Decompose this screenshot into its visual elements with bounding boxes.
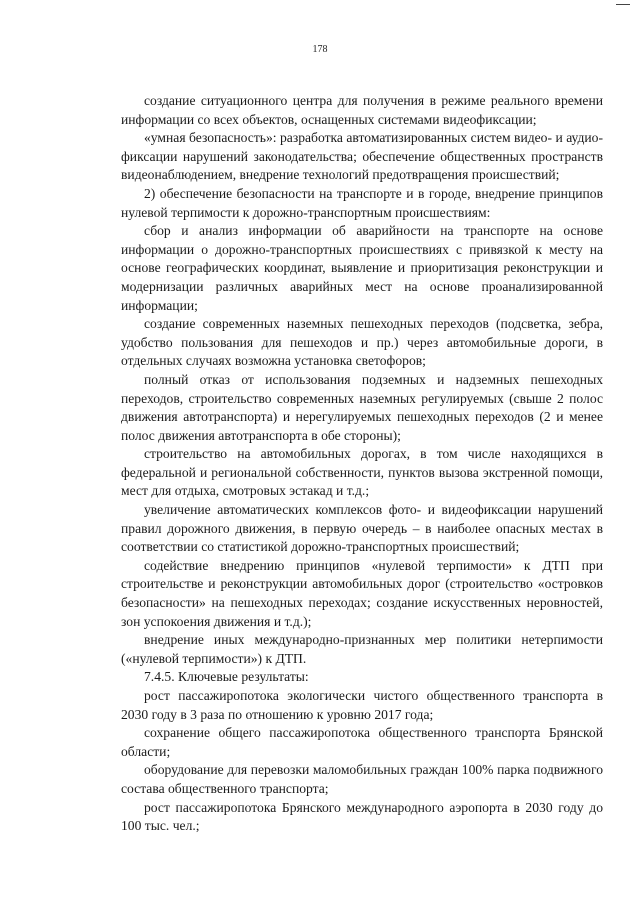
paragraph: «умная безопасность»: разработка автоматизированных систем видео- и аудио-фиксации нарушений законодательства; обеспечение общественных пространств видеонаблюдением, внедрение технологий предотвращения происшествий;	[121, 130, 603, 183]
paragraph: сбор и анализ информации об аварийности на транспорте на основе информации о дорожно-транспортных происшествиях с привязкой к месту на основе географических координат, выявление и приоритизация реконструкции и модернизации различных аварийных мест на основе проанализированной информации;	[121, 223, 603, 313]
paragraph: 2) обеспечение безопасности на транспорте и в городе, внедрение принципов нулевой терпимости к дорожно-транспортным происшествиям:	[121, 185, 603, 220]
paragraph: внедрение иных международно-признанных мер политики нетерпимости («нулевой терпимости») к ДТП.	[121, 632, 603, 666]
paragraph: содействие внедрению принципов «нулевой терпимости» к ДТП при строительстве и реконструкции автомобильных дорог (строительство «островков безопасности» на пешеходных переходах; создание искусственных неровностей, зон успокоения движения и т.д.);	[121, 557, 603, 629]
paragraph: создание ситуационного центра для получения в режиме реального времени информации со всех объектов, оснащенных системами видеофиксации;	[121, 93, 603, 127]
paragraph: полный отказ от использования подземных и надземных пешеходных переходов, строительство современных наземных регулируемых (свыше 2 полос движения автотранспорта) и нерегулируемых пешеходных переходов (2 и менее полос движения автотранспорта в обе стороны);	[121, 371, 603, 443]
paragraph: оборудование для перевозки маломобильных граждан 100% парка подвижного состава общественного транспорта;	[121, 762, 603, 796]
paragraph: строительство на автомобильных дорогах, в том числе находящихся в федеральной и региональной собственности, пунктов вызова экстренной помощи, мест для отдыха, смотровых эстакад и т.д.;	[121, 446, 603, 499]
scan-artifact-line	[616, 4, 630, 5]
paragraph: рост пассажиропотока Брянского международного аэропорта в 2030 году до 100 тыс. чел.;	[121, 799, 603, 834]
section-heading: 7.4.5. Ключевые результаты:	[144, 669, 309, 685]
document-body	[121, 92, 603, 836]
page-number: 178	[312, 44, 328, 55]
paragraph: увеличение автоматических комплексов фото- и видеофиксации нарушений правил дорожного движения, в первую очередь – в наиболее опасных местах в соответствии со статистикой дорожно-транспортных происшествий;	[121, 502, 603, 555]
paragraph: сохранение общего пассажиропотока общественного транспорта Брянской области;	[121, 725, 603, 759]
paragraph: создание современных наземных пешеходных переходов (подсветка, зебра, удобство пользования для пешеходов и пр.) через автомобильные дороги, в отдельных случаях возможна установка светофоров;	[121, 316, 603, 369]
paragraph: рост пассажиропотока экологически чистого общественного транспорта в 2030 году в 3 раза по отношению к уровню 2017 года;	[121, 688, 603, 722]
